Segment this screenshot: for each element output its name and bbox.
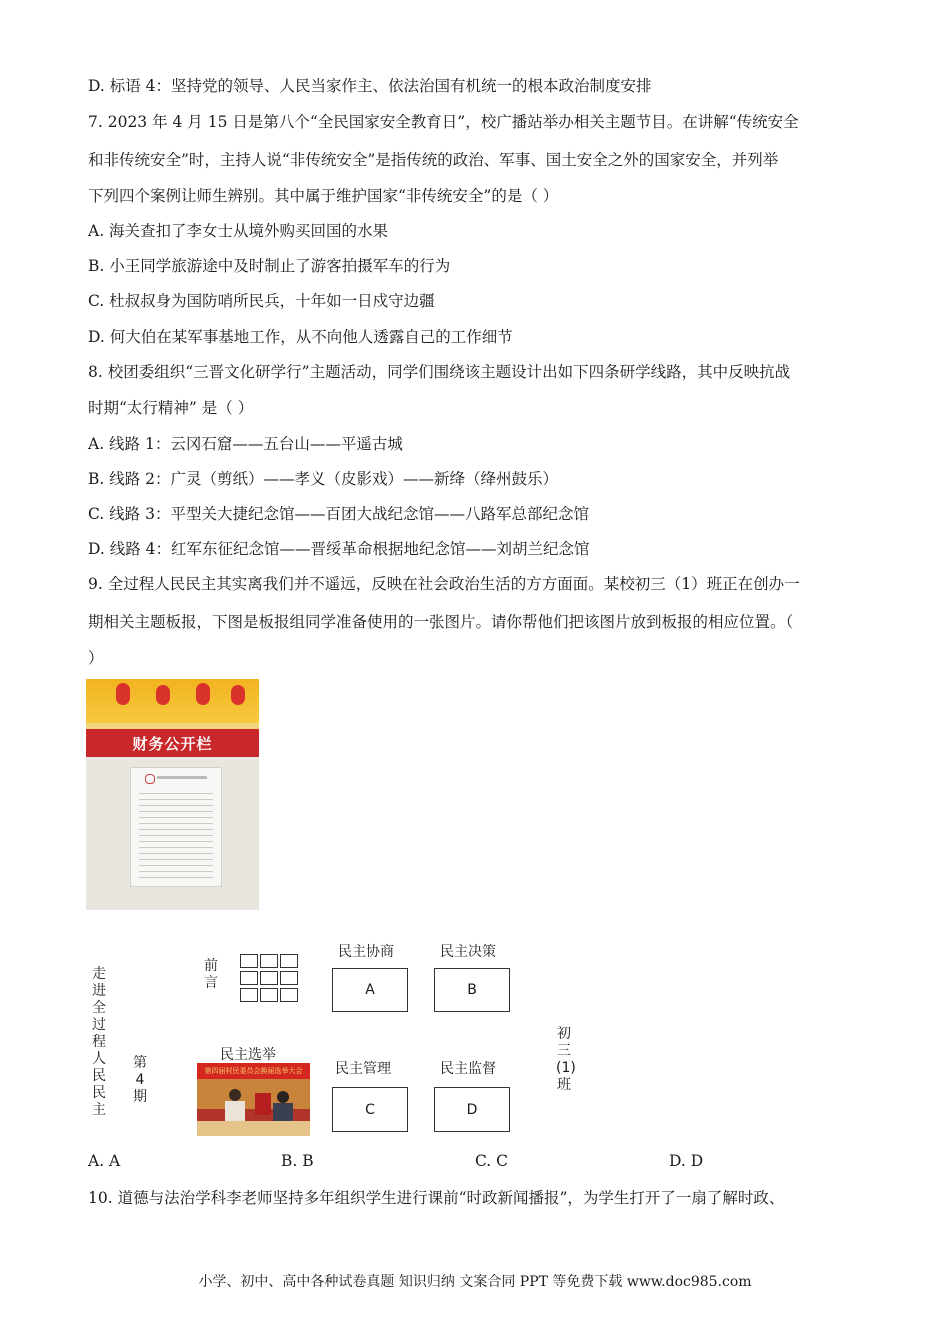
slot-c [332,1087,408,1132]
q7-stem-line3: 下列四个案例让师生辨别。其中属于维护国家“非传统安全”的是（ ） [88,187,559,205]
label-democratic-management: 民主管理 [335,1061,391,1077]
q8-stem-line2: 时期“太行精神” 是（ ） [88,399,254,417]
q7-option-c: C. 杜叔叔身为国防哨所民兵，十年如一日戍守边疆 [88,292,435,310]
slot-c-label: C [365,1101,375,1118]
slot-a [332,968,408,1012]
slot-d [434,1087,510,1132]
finance-board-sign [86,729,259,757]
board-title: 走进全过程人民民主 [92,966,106,1118]
q8-stem-line1: 8. 校团委组织“三晋文化研学行”主题活动，同学们围绕该主题设计出如下四条研学线路，其中反映抗战 [88,363,791,381]
q8-option-d: D. 线路 4：红军东征纪念馆——晋绥革命根据地纪念馆——刘胡兰纪念馆 [88,540,590,558]
label-democratic-election: 民主选举 [220,1047,276,1063]
board-class: 初三(1)班 [556,1026,576,1093]
q6-option-d: D. 标语 4：坚持党的领导、人民当家作主、依法治国有机统一的根本政治制度安排 [88,77,652,95]
label-democratic-decision: 民主决策 [440,944,496,960]
q7-option-b: B. 小王同学旅游途中及时制止了游客拍摄军车的行为 [88,257,451,275]
q9-stem-line1: 9. 全过程人民民主其实离我们并不遥远，反映在社会政治生活的方方面面。某校初三（1）班正在创办一 [88,575,800,593]
q9-option-a: A. A [88,1152,121,1170]
election-banner-text: 第四届村民委员会换届选举大会 [204,1067,303,1075]
q7-option-d: D. 何大伯在某军事基地工作，从不向他人透露自己的工作细节 [88,328,513,346]
slot-b [434,968,510,1012]
page-footer: 小学、初中、高中各种试卷真题 知识归纳 文案合同 PPT 等免费下载 www.doc985.com [198,1274,752,1290]
q9-stem-line2: 期相关主题板报，下图是板报组同学准备使用的一张图片。请你帮他们把该图片放到板报的相应位置。（ [88,613,794,631]
q10-stem-line1: 10. 道德与法治学科李老师坚持多年组织学生进行课前“时政新闻播报”，为学生打开了一扇了解时政、 [88,1189,785,1207]
finance-board-photo [86,679,259,910]
q9-option-d: D. D [669,1152,704,1170]
q9-option-c: C. C [475,1152,509,1170]
label-democratic-supervision: 民主监督 [440,1061,496,1077]
q9-stem-line3: ） [88,649,104,667]
posted-document [130,767,222,887]
slot-a-label: A [365,982,375,998]
q8-option-a: A. 线路 1：云冈石窟——五台山——平遥古城 [88,435,403,453]
board-preface: 前言 [204,958,218,991]
board-issue: 第4期 [133,1055,147,1105]
slot-d-label: D [466,1101,478,1118]
label-democratic-consultation: 民主协商 [338,944,394,960]
q7-stem-line2: 和非传统安全”时，主持人说“非传统安全”是指传统的政治、军事、国土安全之外的国家安全，并列举 [88,151,779,169]
q8-option-b: B. 线路 2：广灵（剪纸）——孝义（皮影戏）——新绛（绛州鼓乐） [88,470,559,488]
election-photo [197,1063,310,1136]
q7-option-a: A. 海关查扣了李女士从境外购买回国的水果 [88,222,389,240]
q8-option-c: C. 线路 3：平型关大捷纪念馆——百团大战纪念馆——八路军总部纪念馆 [88,505,589,523]
slot-b-label: B [467,982,477,998]
finance-board-sign-text: 财务公开栏 [132,734,213,753]
q9-option-b: B. B [281,1152,314,1170]
q7-stem-line1: 7. 2023 年 4 月 15 日是第八个“全民国家安全教育日”，校广播站举办相关主题节目。在讲解“传统安全 [88,113,799,131]
